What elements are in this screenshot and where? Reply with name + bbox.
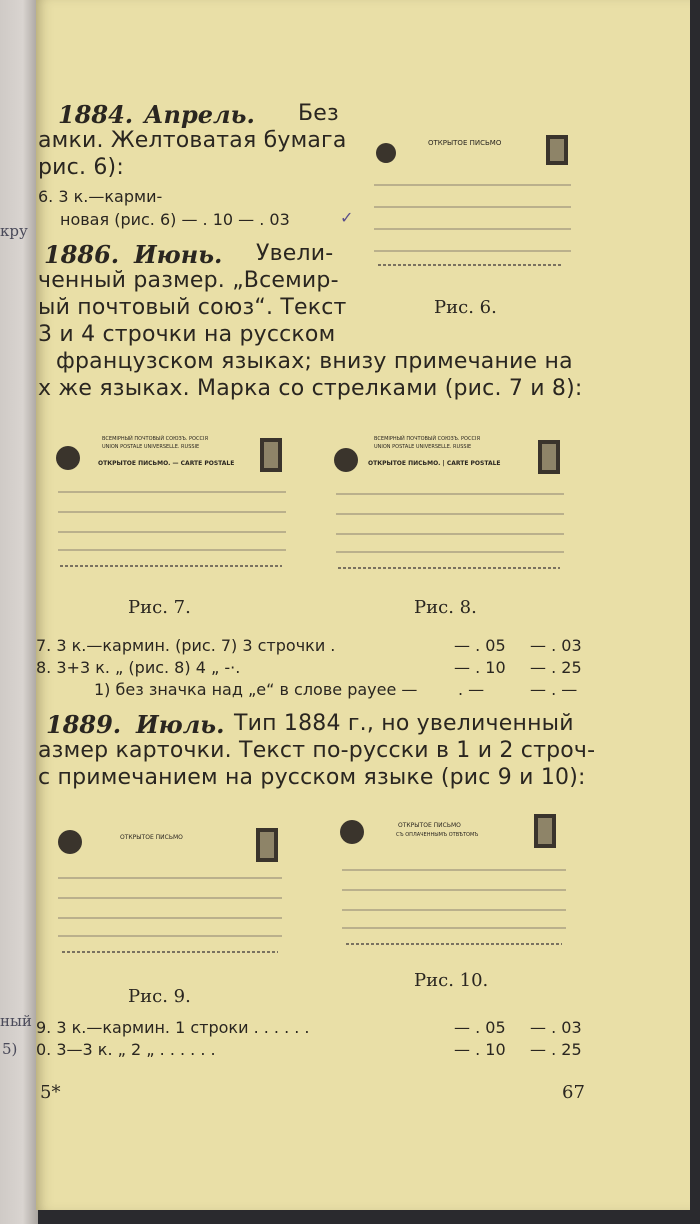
year-1889: 1889. bbox=[46, 710, 122, 739]
text-line: амки. Желтоватая бумага bbox=[38, 128, 347, 153]
catalog-item-9-price: — . 03 bbox=[530, 1018, 582, 1037]
book-page bbox=[36, 0, 690, 1210]
signature-mark: 5* bbox=[40, 1082, 61, 1103]
month-july: Июль. bbox=[136, 710, 225, 739]
catalog-item-9-price: — . 05 bbox=[454, 1018, 506, 1037]
card-line: UNION POSTALE UNIVERSELLE. RUSSIE bbox=[102, 444, 200, 450]
catalog-item-8-price: — . 25 bbox=[530, 658, 582, 677]
catalog-item-9: 9. 3 к.—кармин. 1 строки . . . . . . bbox=[36, 1018, 310, 1037]
page-number: 67 bbox=[562, 1082, 585, 1103]
text-line: ченный размер. „Всемир- bbox=[38, 268, 339, 293]
caption-fig-6: Рис. 6. bbox=[434, 297, 497, 318]
caption-fig-9: Рис. 9. bbox=[128, 986, 191, 1007]
left-fragment: 5) bbox=[2, 1040, 18, 1058]
postcard-figure-10 bbox=[334, 808, 574, 953]
postcard-figure-6 bbox=[366, 125, 576, 275]
catalog-item-7-price: — . 03 bbox=[530, 636, 582, 655]
postcard-figure-9 bbox=[50, 820, 290, 960]
text-line: 3 и 4 строчки на русском bbox=[38, 322, 336, 347]
card-line: ОТКРЫТОЕ ПИСЬМО. | CARTE POSTALE bbox=[368, 460, 501, 467]
card-title: ОТКРЫТОЕ ПИСЬМО bbox=[120, 834, 183, 841]
check-mark: ✓ bbox=[340, 208, 354, 227]
card-line: ОТКРЫТОЕ ПИСЬМО. — CARTE POSTALE bbox=[98, 460, 235, 467]
catalog-item-10-price: — . 10 bbox=[454, 1040, 506, 1059]
card-subtitle: СЪ ОПЛАЧЕННЫМЪ ОТВѢТОМЪ bbox=[396, 832, 479, 838]
catalog-item-6: 6. 3 к.—карми- bbox=[38, 187, 163, 206]
card-title: ОТКРЫТОЕ ПИСЬМО bbox=[428, 139, 502, 147]
text-line: Увели- bbox=[256, 241, 334, 266]
left-page-edge bbox=[0, 0, 38, 1224]
catalog-item-8: 8. 3+3 к. „ (рис. 8) 4 „ -·. bbox=[36, 658, 241, 677]
catalog-item-7-price: — . 05 bbox=[454, 636, 506, 655]
month-june: Июнь. bbox=[134, 240, 223, 269]
text-line: Без bbox=[298, 101, 339, 126]
month-april: Апрель. bbox=[144, 100, 255, 129]
text-line: французском языках; внизу примечание на bbox=[56, 349, 573, 374]
text-line: Тип 1884 г., но увеличенный bbox=[234, 711, 574, 736]
postcard-figure-7 bbox=[50, 432, 290, 577]
caption-fig-10: Рис. 10. bbox=[414, 970, 489, 991]
text-line: ый почтовый союз“. Текст bbox=[38, 295, 347, 320]
caption-fig-7: Рис. 7. bbox=[128, 597, 191, 618]
left-fragment: ный bbox=[0, 1012, 32, 1030]
text-line: х же языках. Марка со стрелками (рис. 7 и 8): bbox=[38, 376, 583, 401]
catalog-variant-price: . — bbox=[458, 680, 485, 699]
year-1886: 1886. bbox=[44, 240, 120, 269]
left-fragment: кру bbox=[0, 222, 28, 240]
text-line: с примечанием на русском языке (рис 9 и 10): bbox=[38, 765, 586, 790]
catalog-item-10: 0. 3—3 к. „ 2 „ . . . . . . bbox=[36, 1040, 216, 1059]
catalog-item-6-price: новая (рис. 6) — . 10 — . 03 bbox=[60, 210, 290, 229]
catalog-item-7: 7. 3 к.—кармин. (рис. 7) 3 строчки . bbox=[36, 636, 336, 655]
text-line: рис. 6): bbox=[38, 155, 124, 180]
card-title: ОТКРЫТОЕ ПИСЬМО bbox=[398, 822, 461, 829]
card-line: ВСЕМІРНЫЙ ПОЧТОВЫЙ СОЮЗЪ. РОССІЯ bbox=[374, 436, 480, 442]
year-1884: 1884. bbox=[58, 100, 134, 129]
catalog-variant: 1) без значка над „е“ в слове payee — bbox=[94, 680, 418, 699]
catalog-variant-price: — . — bbox=[530, 680, 578, 699]
catalog-item-8-price: — . 10 bbox=[454, 658, 506, 677]
card-line: UNION POSTALE UNIVERSELLE. RUSSIE bbox=[374, 444, 472, 450]
postcard-figure-8 bbox=[328, 432, 568, 577]
caption-fig-8: Рис. 8. bbox=[414, 597, 477, 618]
card-line: ВСЕМІРНЫЙ ПОЧТОВЫЙ СОЮЗЪ. РОССІЯ bbox=[102, 436, 208, 442]
text-line: азмер карточки. Текст по-русски в 1 и 2 строч- bbox=[38, 738, 596, 763]
catalog-item-10-price: — . 25 bbox=[530, 1040, 582, 1059]
